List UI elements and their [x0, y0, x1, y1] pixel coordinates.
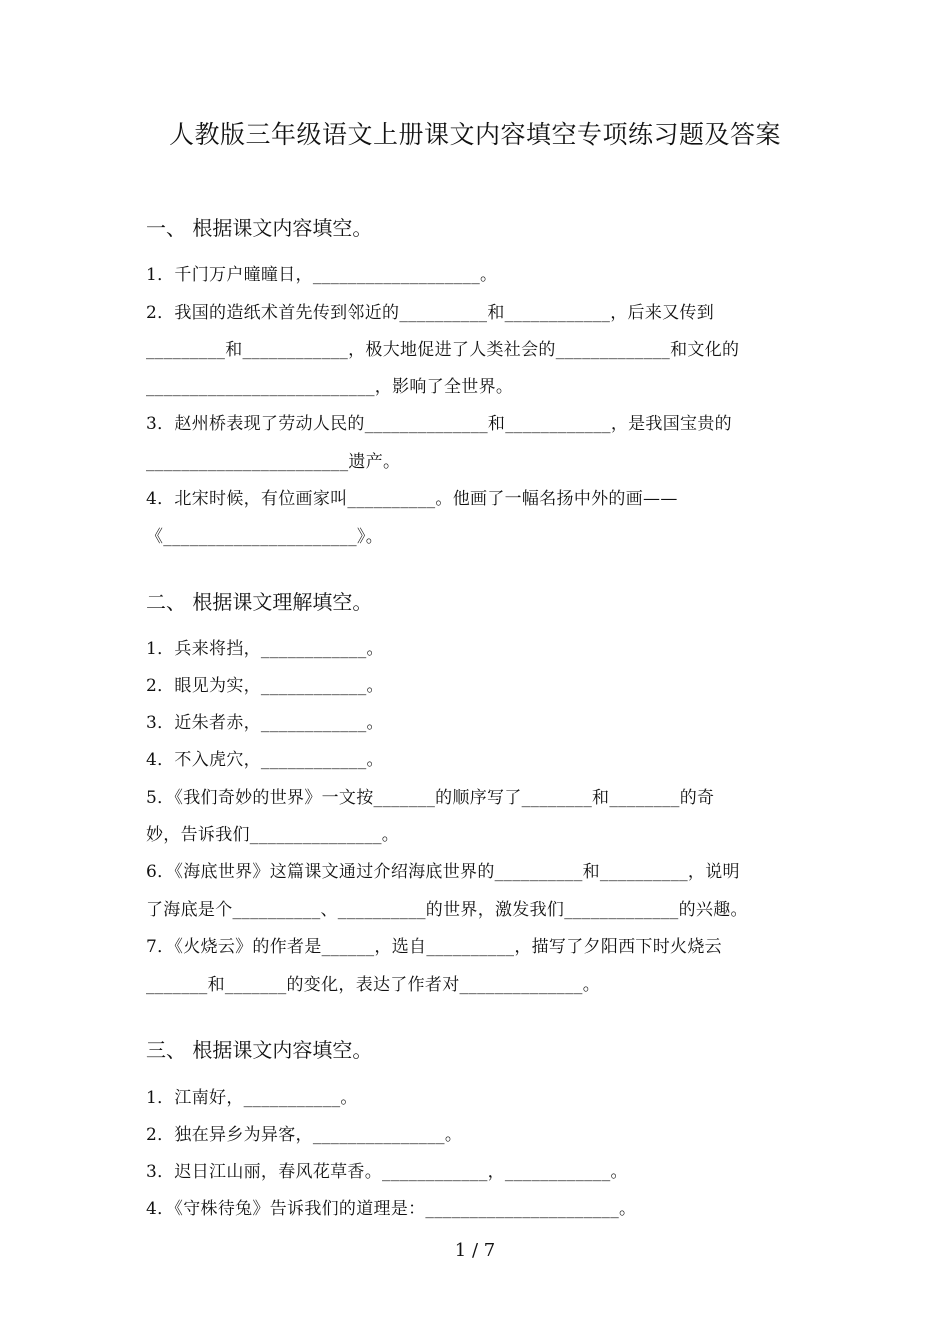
section-2-line: 6．《海底世界》这篇课文通过介绍海底世界的__________和__________，说明 [146, 862, 740, 882]
section-2-line: 1．兵来将挡，____________。 [146, 639, 384, 659]
section-2-line: 4．不入虎穴，____________。 [146, 750, 384, 770]
section-1-line: __________________________，影响了全世界。 [146, 377, 514, 397]
section-1-line: 4．北宋时候，有位画家叫__________。他画了一幅名扬中外的画—— [146, 489, 678, 509]
section-2-line: 5．《我们奇妙的世界》一文按_______的顺序写了________和________的奇 [146, 788, 715, 808]
section-3-line: 4．《守株待兔》告诉我们的道理是：______________________。 [146, 1199, 637, 1219]
section-3-line: 2．独在异乡为异客，_______________。 [146, 1125, 463, 1145]
document-title: 人教版三年级语文上册课文内容填空专项练习题及答案 [168, 120, 781, 149]
section-3-line: 3．迟日江山丽，春风花草香。____________，____________。 [146, 1162, 628, 1182]
section-2-line: _______和_______的变化，表达了作者对______________。 [146, 975, 600, 995]
section-2-line: 7．《火烧云》的作者是______，选自__________，描写了夕阳西下时火烧云 [146, 937, 722, 957]
section-1-line: 2．我国的造纸术首先传到邻近的__________和____________，后来又传到 [146, 303, 715, 323]
section-3-heading: 三、 根据课文内容填空。 [146, 1038, 373, 1062]
section-2-line: 妙，告诉我们_______________。 [146, 825, 400, 845]
section-1-line: 1．千门万户曈曈日，___________________。 [146, 265, 498, 285]
section-2-line: 3．近朱者赤，____________。 [146, 713, 384, 733]
section-1-line: _______________________遗产。 [146, 452, 401, 472]
section-1-line: 3．赵州桥表现了劳动人民的______________和____________，是我国宝贵的 [146, 414, 732, 434]
section-3-line: 1．江南好，___________。 [146, 1088, 358, 1108]
page-number: 1 / 7 [454, 1240, 496, 1261]
section-2-line: 2．眼见为实，____________。 [146, 676, 384, 696]
section-1-heading: 一、 根据课文内容填空。 [146, 216, 373, 240]
section-1-line: 《______________________》。 [146, 527, 383, 547]
section-2-heading: 二、 根据课文理解填空。 [146, 590, 373, 614]
section-1-line: _________和____________，极大地促进了人类社会的_____________和文化的 [146, 340, 740, 360]
section-2-line: 了海底是个__________、__________的世界，激发我们_____________的兴趣。 [146, 900, 748, 920]
